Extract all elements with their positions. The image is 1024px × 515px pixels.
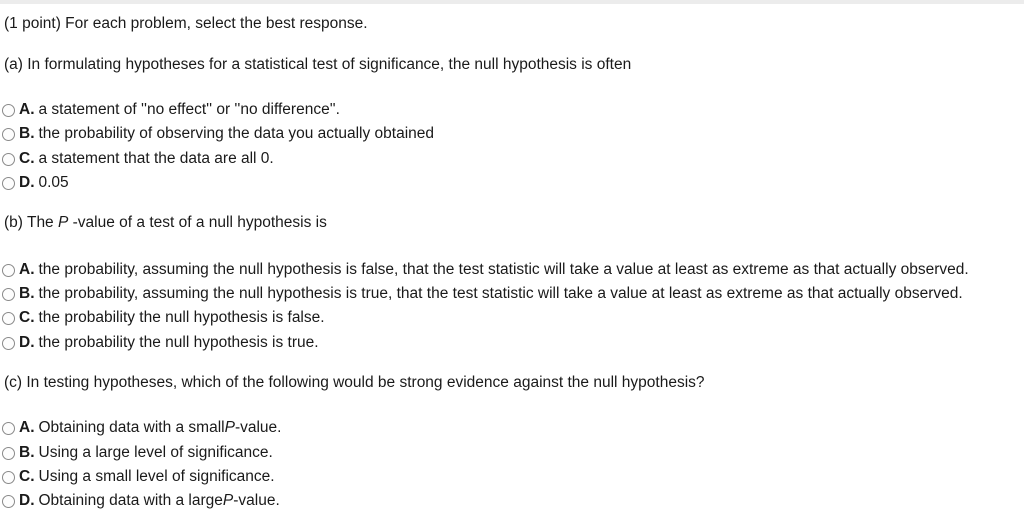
- option-text: the probability, assuming the null hypothesis is true, that the test statistic will take a value at least as extreme as that actually observed.: [38, 285, 963, 302]
- question-a-option-a[interactable]: [2, 101, 340, 119]
- option-text: Using a large level of significance.: [38, 444, 273, 461]
- radio-button[interactable]: [2, 337, 15, 350]
- problem-intro: (1 point) For each problem, select the best response.: [4, 15, 368, 32]
- question-c-option-d[interactable]: [2, 492, 280, 510]
- option-text: Obtaining data with a large: [38, 492, 223, 509]
- radio-button[interactable]: [2, 104, 15, 117]
- radio-button[interactable]: [2, 312, 15, 325]
- question-c-option-c[interactable]: [2, 468, 275, 486]
- option-letter: B.: [19, 444, 35, 461]
- question-a-option-c[interactable]: [2, 150, 274, 168]
- option-letter: D.: [19, 334, 35, 351]
- option-letter: B.: [19, 285, 35, 302]
- option-letter: B.: [19, 125, 35, 142]
- option-letter: D.: [19, 492, 35, 509]
- radio-button[interactable]: [2, 471, 15, 484]
- radio-button[interactable]: [2, 422, 15, 435]
- question-c-option-a[interactable]: [2, 419, 281, 437]
- p-variable: P: [224, 419, 235, 436]
- radio-button[interactable]: [2, 447, 15, 460]
- question-a-prompt: (a) In formulating hypotheses for a statistical test of significance, the null hypothesis is often: [4, 56, 632, 73]
- prompt-text: (b) The: [4, 214, 58, 231]
- radio-button[interactable]: [2, 153, 15, 166]
- question-b-prompt: [4, 214, 327, 232]
- option-text: Obtaining data with a small: [38, 419, 225, 436]
- option-text: the probability of observing the data you actually obtained: [38, 125, 435, 142]
- option-letter: A.: [19, 419, 35, 436]
- p-variable: P: [222, 492, 234, 509]
- question-b-option-b[interactable]: [2, 285, 963, 303]
- option-text: a statement that the data are all 0.: [38, 150, 274, 167]
- radio-button[interactable]: [2, 288, 15, 301]
- question-b-option-c[interactable]: [2, 309, 325, 327]
- option-letter: A.: [19, 261, 35, 278]
- question-b-option-d[interactable]: [2, 334, 319, 352]
- question-c-prompt: (c) In testing hypotheses, which of the following would be strong evidence against the null hypothesis?: [4, 374, 705, 391]
- option-text: Using a small level of significance.: [38, 468, 275, 485]
- radio-button[interactable]: [2, 177, 15, 190]
- radio-button[interactable]: [2, 495, 15, 508]
- option-letter: D.: [19, 174, 35, 191]
- option-text: the probability the null hypothesis is true.: [38, 334, 319, 351]
- option-text: 0.05: [38, 174, 69, 191]
- question-a-option-b[interactable]: [2, 125, 434, 143]
- question-b-option-a[interactable]: [2, 261, 969, 279]
- prompt-text: -value of a test of a null hypothesis is: [68, 214, 327, 231]
- option-text: the probability, assuming the null hypothesis is false, that the test statistic will take a value at least as extreme as that actually observed.: [38, 261, 969, 278]
- radio-button[interactable]: [2, 264, 15, 277]
- option-letter: C.: [19, 468, 35, 485]
- option-letter: C.: [19, 150, 35, 167]
- p-variable: P: [58, 214, 69, 231]
- option-text: a statement of ''no effect'' or ''no difference''.: [38, 101, 340, 118]
- option-letter: C.: [19, 309, 35, 326]
- question-a-option-d[interactable]: [2, 174, 69, 192]
- option-text: -value.: [234, 419, 282, 436]
- top-divider: [0, 0, 1024, 4]
- option-letter: A.: [19, 101, 35, 118]
- option-text: the probability the null hypothesis is false.: [38, 309, 325, 326]
- option-text: -value.: [233, 492, 280, 509]
- question-c-option-b[interactable]: [2, 444, 273, 462]
- radio-button[interactable]: [2, 128, 15, 141]
